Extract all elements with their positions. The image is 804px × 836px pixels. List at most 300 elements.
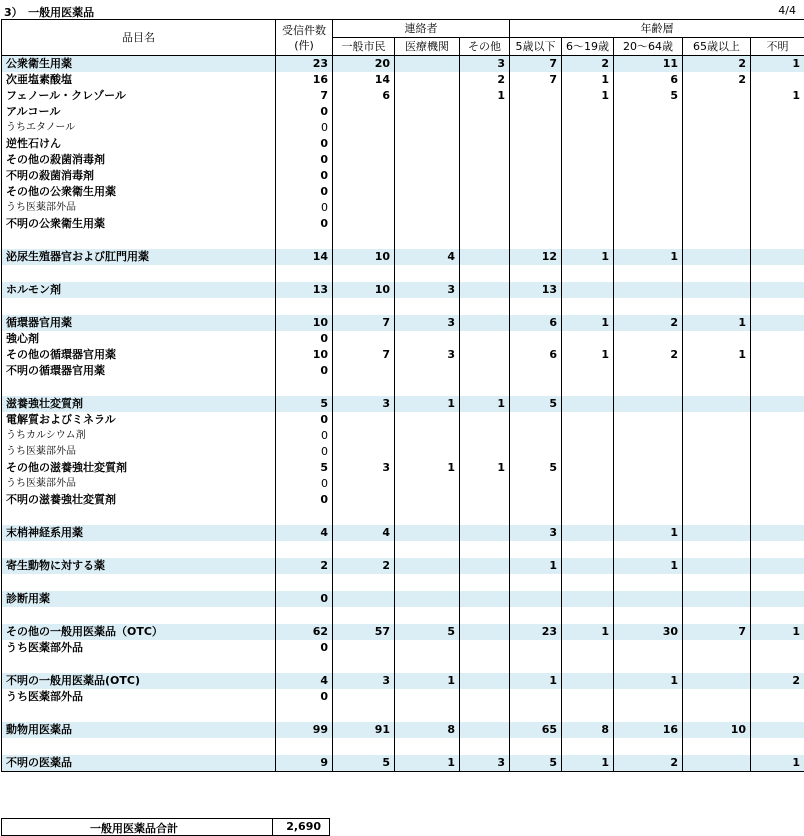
value-cell: 1: [614, 558, 683, 574]
category-row: [2, 315, 804, 331]
value-cell: [683, 184, 751, 200]
age-header: 年齢層: [510, 20, 804, 38]
value-cell: [460, 428, 510, 444]
value-cell: [614, 396, 683, 412]
value-cell: [333, 444, 395, 460]
value-cell: 1: [751, 624, 804, 640]
value-cell: [395, 56, 460, 73]
value-cell: [460, 444, 510, 460]
value-cell: [614, 363, 683, 379]
item-name-cell: その他の滋養強壮変質剤: [2, 460, 276, 476]
value-cell: [460, 558, 510, 574]
item-name-cell: 寄生動物に対する薬: [2, 558, 276, 574]
spacer-cell: [395, 541, 460, 558]
value-cell: [614, 476, 683, 492]
value-cell: 16: [614, 722, 683, 738]
count-cell: 10: [276, 315, 333, 331]
value-cell: [333, 363, 395, 379]
spacer-cell: [2, 541, 276, 558]
spacer-cell: [510, 265, 562, 282]
spacer-cell: [333, 298, 395, 315]
category-row: [2, 591, 804, 607]
value-cell: [751, 460, 804, 476]
subcategory-row: [2, 460, 804, 476]
value-cell: [751, 184, 804, 200]
spacer-cell: [460, 541, 510, 558]
value-cell: 30: [614, 624, 683, 640]
spacer-cell: [510, 508, 562, 525]
value-cell: [683, 120, 751, 136]
value-cell: [510, 428, 562, 444]
spacer-cell: [2, 298, 276, 315]
item-name-cell: 滋養強壮変質剤: [2, 396, 276, 412]
value-cell: 57: [333, 624, 395, 640]
spacer-cell: [2, 508, 276, 525]
item-name-cell: 不明の循環器官用薬: [2, 363, 276, 379]
value-cell: [751, 120, 804, 136]
value-cell: 1: [510, 558, 562, 574]
value-cell: 23: [510, 624, 562, 640]
value-cell: 2: [614, 755, 683, 772]
item-name-cell: うち医薬部外品: [2, 200, 276, 216]
contact-header: 連絡者: [333, 20, 510, 38]
spacer-cell: [333, 738, 395, 755]
item-name-cell: 循環器官用薬: [2, 315, 276, 331]
subcategory-row: [2, 168, 804, 184]
value-cell: [510, 168, 562, 184]
value-cell: [562, 640, 614, 656]
item-name-cell: 公衆衛生用薬: [2, 56, 276, 73]
value-cell: [395, 591, 460, 607]
value-cell: [395, 525, 460, 541]
value-cell: [333, 591, 395, 607]
value-cell: [683, 591, 751, 607]
grand-total-value: 2,690: [286, 820, 321, 833]
value-cell: [751, 591, 804, 607]
value-cell: 4: [395, 249, 460, 265]
value-cell: 3: [333, 673, 395, 689]
value-cell: [333, 136, 395, 152]
value-cell: [460, 216, 510, 232]
spacer-cell: [460, 265, 510, 282]
count-cell: 7: [276, 88, 333, 104]
value-cell: [614, 460, 683, 476]
value-cell: 6: [614, 72, 683, 88]
value-cell: 1: [683, 347, 751, 363]
value-cell: [751, 331, 804, 347]
value-cell: [395, 88, 460, 104]
value-cell: [562, 152, 614, 168]
value-cell: [460, 168, 510, 184]
grand-total-divider: [272, 819, 273, 835]
value-cell: [751, 200, 804, 216]
subcategory-row: [2, 152, 804, 168]
value-cell: [562, 331, 614, 347]
value-cell: [460, 200, 510, 216]
item-name-cell: ホルモン剤: [2, 282, 276, 298]
spacer-cell: [2, 265, 276, 282]
value-cell: [395, 120, 460, 136]
value-cell: 1: [460, 460, 510, 476]
value-cell: 1: [614, 249, 683, 265]
spacer-cell: [276, 607, 333, 624]
value-cell: 1: [562, 755, 614, 772]
item-name-cell: うちエタノール: [2, 120, 276, 136]
spacer-cell: [2, 379, 276, 396]
item-name-cell: 不明の殺菌消毒剤: [2, 168, 276, 184]
value-cell: [460, 104, 510, 120]
value-cell: [510, 104, 562, 120]
spacer-cell: [751, 232, 804, 249]
spacer-cell: [276, 232, 333, 249]
subcategory-row: [2, 492, 804, 508]
spacer-row: [2, 574, 804, 591]
value-cell: [510, 331, 562, 347]
subcategory-row: [2, 104, 804, 120]
age-col-65plus: 65歳以上: [683, 38, 751, 56]
count-cell: 0: [276, 363, 333, 379]
value-cell: [683, 673, 751, 689]
item-name-cell: その他の循環器官用薬: [2, 347, 276, 363]
count-cell: 0: [276, 428, 333, 444]
subcategory-row: [2, 476, 804, 492]
value-cell: [751, 136, 804, 152]
value-cell: [395, 216, 460, 232]
item-name-cell: 不明の公衆衛生用薬: [2, 216, 276, 232]
value-cell: [614, 184, 683, 200]
value-cell: [333, 412, 395, 428]
spacer-cell: [683, 298, 751, 315]
spacer-cell: [614, 379, 683, 396]
poison-inquiry-table: [1, 19, 804, 772]
value-cell: [751, 72, 804, 88]
count-cell: 0: [276, 492, 333, 508]
count-cell: 4: [276, 525, 333, 541]
value-cell: 5: [395, 624, 460, 640]
spacer-cell: [276, 574, 333, 591]
value-cell: [460, 525, 510, 541]
value-cell: [562, 412, 614, 428]
spacer-cell: [562, 298, 614, 315]
value-cell: [683, 640, 751, 656]
value-cell: [614, 120, 683, 136]
value-cell: [562, 591, 614, 607]
value-cell: [751, 722, 804, 738]
subcategory-row: [2, 640, 804, 656]
value-cell: [683, 168, 751, 184]
value-cell: [460, 363, 510, 379]
value-cell: [562, 363, 614, 379]
spacer-cell: [276, 298, 333, 315]
value-cell: [460, 331, 510, 347]
item-name-cell: うち医薬部外品: [2, 476, 276, 492]
value-cell: [614, 444, 683, 460]
count-cell: 0: [276, 640, 333, 656]
count-cell: 0: [276, 216, 333, 232]
spacer-row: [2, 232, 804, 249]
value-cell: [751, 168, 804, 184]
spacer-cell: [683, 379, 751, 396]
age-col-under5: 5歳以下: [510, 38, 562, 56]
category-row: [2, 624, 804, 640]
count-cell: 23: [276, 56, 333, 73]
spacer-row: [2, 508, 804, 525]
spacer-cell: [395, 738, 460, 755]
spacer-cell: [333, 574, 395, 591]
item-name-cell: フェノール・クレゾール: [2, 88, 276, 104]
value-cell: [460, 282, 510, 298]
value-cell: [614, 640, 683, 656]
spacer-cell: [510, 656, 562, 673]
value-cell: 8: [562, 722, 614, 738]
spacer-cell: [333, 232, 395, 249]
item-name-cell: その他の殺菌消毒剤: [2, 152, 276, 168]
spacer-cell: [751, 508, 804, 525]
spacer-cell: [510, 574, 562, 591]
value-cell: [510, 152, 562, 168]
value-cell: 7: [333, 315, 395, 331]
spacer-cell: [562, 738, 614, 755]
count-cell: 0: [276, 591, 333, 607]
value-cell: [683, 460, 751, 476]
value-cell: 7: [683, 624, 751, 640]
value-cell: [510, 689, 562, 705]
value-cell: [460, 476, 510, 492]
value-cell: [562, 444, 614, 460]
value-cell: 5: [510, 755, 562, 772]
spacer-cell: [333, 379, 395, 396]
value-cell: [460, 640, 510, 656]
value-cell: [333, 428, 395, 444]
count-cell: 0: [276, 136, 333, 152]
spacer-cell: [683, 574, 751, 591]
value-cell: 1: [683, 315, 751, 331]
value-cell: 1: [562, 624, 614, 640]
item-name-cell: 不明の医薬品: [2, 755, 276, 772]
value-cell: [683, 558, 751, 574]
value-cell: [751, 492, 804, 508]
value-cell: 6: [333, 88, 395, 104]
value-cell: [395, 558, 460, 574]
item-name-cell: 末梢神経系用薬: [2, 525, 276, 541]
spacer-cell: [614, 607, 683, 624]
item-name-cell: うち医薬部外品: [2, 640, 276, 656]
count-cell: 0: [276, 152, 333, 168]
value-cell: 2: [460, 72, 510, 88]
spacer-cell: [614, 298, 683, 315]
spacer-cell: [510, 738, 562, 755]
spacer-cell: [562, 574, 614, 591]
category-row: [2, 525, 804, 541]
value-cell: [510, 88, 562, 104]
spacer-cell: [395, 379, 460, 396]
value-cell: 7: [510, 56, 562, 73]
spacer-cell: [276, 656, 333, 673]
value-cell: [333, 640, 395, 656]
spacer-cell: [562, 379, 614, 396]
value-cell: [395, 444, 460, 460]
item-name-cell: 泌尿生殖器官および肛門用薬: [2, 249, 276, 265]
value-cell: [395, 104, 460, 120]
value-cell: [683, 444, 751, 460]
value-cell: [751, 640, 804, 656]
spacer-cell: [276, 705, 333, 722]
value-cell: [510, 120, 562, 136]
value-cell: [562, 396, 614, 412]
item-name-cell: 電解質およびミネラル: [2, 412, 276, 428]
value-cell: [683, 755, 751, 772]
value-cell: [683, 428, 751, 444]
spacer-cell: [683, 232, 751, 249]
value-cell: [751, 525, 804, 541]
spacer-row: [2, 265, 804, 282]
value-cell: 1: [562, 88, 614, 104]
value-cell: [510, 200, 562, 216]
category-row: [2, 396, 804, 412]
value-cell: [751, 396, 804, 412]
subcategory-row: [2, 689, 804, 705]
value-cell: [562, 689, 614, 705]
value-cell: [333, 331, 395, 347]
value-cell: [510, 591, 562, 607]
subcategory-row: [2, 200, 804, 216]
value-cell: [460, 591, 510, 607]
value-cell: 5: [510, 460, 562, 476]
value-cell: [395, 152, 460, 168]
value-cell: [395, 492, 460, 508]
spacer-row: [2, 541, 804, 558]
spacer-row: [2, 656, 804, 673]
item-name-cell: 不明の一般用医薬品(OTC): [2, 673, 276, 689]
section-title: 3） 一般用医薬品: [4, 6, 95, 19]
value-cell: [614, 168, 683, 184]
value-cell: [562, 200, 614, 216]
value-cell: 3: [333, 396, 395, 412]
value-cell: [751, 249, 804, 265]
count-cell: 4: [276, 673, 333, 689]
count-cell: 14: [276, 249, 333, 265]
value-cell: [562, 184, 614, 200]
count-cell: 0: [276, 184, 333, 200]
count-cell: 10: [276, 347, 333, 363]
spacer-cell: [562, 705, 614, 722]
age-col-unknown: 不明: [751, 38, 804, 56]
count-cell: 0: [276, 104, 333, 120]
value-cell: [395, 168, 460, 184]
value-cell: [510, 136, 562, 152]
category-row: [2, 249, 804, 265]
value-cell: [562, 460, 614, 476]
value-cell: 10: [333, 282, 395, 298]
spacer-cell: [683, 265, 751, 282]
spacer-cell: [333, 705, 395, 722]
spacer-cell: [751, 705, 804, 722]
spacer-cell: [614, 508, 683, 525]
count-cell: 5: [276, 460, 333, 476]
value-cell: [460, 152, 510, 168]
spacer-cell: [510, 379, 562, 396]
spacer-cell: [751, 541, 804, 558]
value-cell: [333, 476, 395, 492]
spacer-cell: [510, 607, 562, 624]
count-cell: 16: [276, 72, 333, 88]
value-cell: [395, 428, 460, 444]
value-cell: 13: [510, 282, 562, 298]
value-cell: [562, 168, 614, 184]
value-cell: 14: [333, 72, 395, 88]
spacer-cell: [562, 656, 614, 673]
spacer-cell: [2, 656, 276, 673]
value-cell: 1: [562, 249, 614, 265]
value-cell: [683, 331, 751, 347]
count-cell: 0: [276, 120, 333, 136]
value-cell: [751, 104, 804, 120]
count-cell: 9: [276, 755, 333, 772]
spacer-cell: [751, 656, 804, 673]
grand-total-box: [1, 818, 330, 836]
value-cell: [510, 444, 562, 460]
count-cell: 0: [276, 444, 333, 460]
value-cell: [510, 640, 562, 656]
value-cell: 11: [614, 56, 683, 73]
value-cell: 1: [562, 347, 614, 363]
spacer-cell: [395, 705, 460, 722]
value-cell: [562, 282, 614, 298]
spacer-cell: [683, 607, 751, 624]
value-cell: [683, 104, 751, 120]
spacer-cell: [614, 232, 683, 249]
spacer-cell: [460, 607, 510, 624]
value-cell: 1: [510, 673, 562, 689]
subcategory-row: [2, 184, 804, 200]
item-name-cell: その他の公衆衛生用薬: [2, 184, 276, 200]
value-cell: [395, 363, 460, 379]
value-cell: [562, 136, 614, 152]
value-cell: 2: [683, 56, 751, 73]
subcategory-row: [2, 428, 804, 444]
count-cell: 0: [276, 200, 333, 216]
value-cell: [683, 152, 751, 168]
value-cell: [683, 216, 751, 232]
value-cell: [333, 216, 395, 232]
count-cell: 0: [276, 168, 333, 184]
spacer-row: [2, 705, 804, 722]
value-cell: [683, 363, 751, 379]
spacer-cell: [614, 574, 683, 591]
value-cell: 8: [395, 722, 460, 738]
value-cell: [460, 492, 510, 508]
value-cell: 1: [460, 88, 510, 104]
value-cell: [460, 673, 510, 689]
value-cell: [614, 331, 683, 347]
spacer-cell: [562, 265, 614, 282]
value-cell: [751, 315, 804, 331]
value-cell: 1: [460, 396, 510, 412]
value-cell: [751, 152, 804, 168]
value-cell: [562, 492, 614, 508]
subcategory-row: [2, 136, 804, 152]
value-cell: 3: [395, 282, 460, 298]
spacer-cell: [2, 705, 276, 722]
count-cell: 0: [276, 689, 333, 705]
spacer-row: [2, 298, 804, 315]
spacer-cell: [683, 656, 751, 673]
spacer-cell: [460, 705, 510, 722]
value-cell: 1: [614, 673, 683, 689]
value-cell: [460, 184, 510, 200]
spacer-cell: [460, 232, 510, 249]
value-cell: [333, 200, 395, 216]
